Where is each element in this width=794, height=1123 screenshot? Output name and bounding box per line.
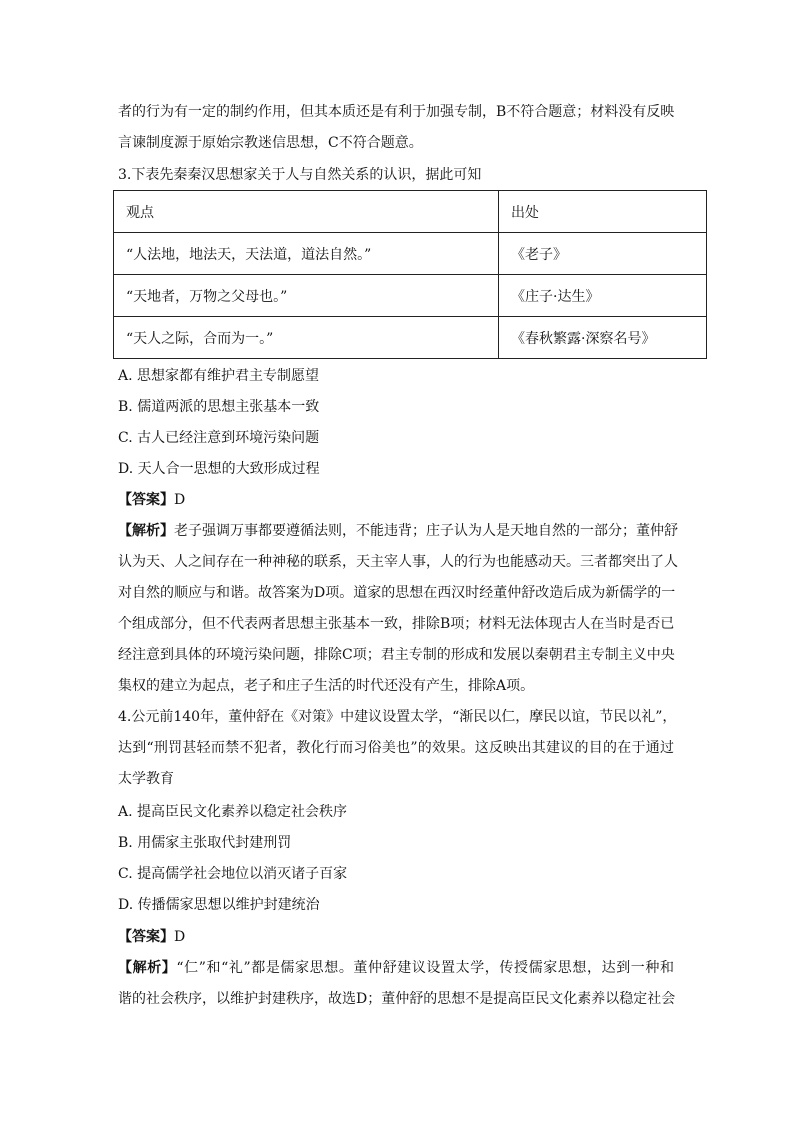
- option-d: D. 传播儒家思想以维护封建统治: [118, 897, 320, 913]
- analysis-text: 老子强调万事都要遵循法则，不能违背；庄子认为人是天地自然的一部分；董仲舒: [174, 523, 678, 539]
- analysis-line: 认为天、人之间存在一种神秘的联系，天主宰人事，人的行为也能感动天。三者都突出了人: [118, 554, 678, 570]
- question-stem: 太学教育: [118, 771, 174, 787]
- table-cell-source: 《老子》: [499, 233, 707, 275]
- option-d: D. 天人合一思想的大致形成过程: [118, 461, 320, 477]
- source-table: [113, 190, 707, 359]
- option-a: A. 提高臣民文化素养以稳定社会秩序: [118, 804, 348, 820]
- analysis-line: 个组成部分，但不代表两者思想主张基本一致，排除B项；材料无法体现古人在当时是否已: [118, 616, 675, 632]
- analysis-line: 经注意到具体的环境污染问题，排除C项；君主专制的形成和发展以秦朝君主专制主义中央: [118, 647, 675, 663]
- table-header-source: 出处: [499, 191, 707, 233]
- table-cell-viewpoint: “人法地，地法天，天法道，道法自然。”: [114, 233, 499, 275]
- table-header-viewpoint: 观点: [114, 191, 499, 233]
- paragraph-line: 言谏制度源于原始宗教迷信思想，C不符合题意。: [118, 135, 423, 151]
- table-header-row: [114, 191, 707, 233]
- analysis-line: [118, 521, 678, 541]
- answer-line: [118, 490, 185, 510]
- answer-line: [118, 927, 185, 947]
- question-stem: 3.下表先秦秦汉思想家关于人与自然关系的认识，据此可知: [118, 167, 482, 183]
- table-cell-viewpoint: “天地者，万物之父母也。”: [114, 275, 499, 317]
- option-c: C. 提高儒学社会地位以消灭诸子百家: [118, 866, 348, 882]
- paragraph-line: 者的行为有一定的制约作用，但其本质还是有利于加强专制，B不符合题意；材料没有反映: [118, 104, 675, 120]
- table-cell-viewpoint: “天人之际，合而为一。”: [114, 317, 499, 359]
- option-b: B. 儒道两派的思想主张基本一致: [118, 399, 320, 415]
- analysis-line: 谐的社会秩序，以维护封建秩序，故选D；董仲舒的思想不是提高臣民文化素养以稳定社会: [118, 991, 676, 1007]
- analysis-label: 【解析】: [118, 960, 177, 976]
- answer-label: 【答案】: [118, 929, 174, 945]
- answer-value: D: [174, 492, 186, 508]
- option-c: C. 古人已经注意到环境污染问题: [118, 430, 320, 446]
- table-row: [114, 275, 707, 317]
- question-stem: 达到“刑罚甚轻而禁不犯者，教化行而习俗美也”的效果。这反映出其建议的目的在于通过: [118, 740, 674, 756]
- table-cell-source: 《春秋繁露·深察名号》: [499, 317, 707, 359]
- table-row: [114, 233, 707, 275]
- table-cell-source: 《庄子·达生》: [499, 275, 707, 317]
- option-a: A. 思想家都有维护君主专制愿望: [118, 368, 320, 384]
- analysis-line: 集权的建立为起点，老子和庄子生活的时代还没有产生，排除A项。: [118, 678, 535, 694]
- analysis-text: “仁”和“礼”都是儒家思想。董仲舒建议设置太学，传授儒家思想，达到一种和: [176, 960, 674, 976]
- answer-value: D: [174, 929, 186, 945]
- answer-label: 【答案】: [118, 492, 174, 508]
- question-stem: 4.公元前140年，董仲舒在《对策》中建议设置太学，“渐民以仁，摩民以谊，节民以礼”，: [118, 709, 677, 725]
- table-row: [114, 317, 707, 359]
- analysis-label: 【解析】: [118, 523, 174, 539]
- option-b: B. 用儒家主张取代封建刑罚: [118, 835, 292, 851]
- analysis-line: [118, 958, 674, 978]
- analysis-line: 对自然的顺应与和谐。故答案为D项。道家的思想在西汉时经董仲舒改造后成为新儒学的一: [118, 585, 676, 601]
